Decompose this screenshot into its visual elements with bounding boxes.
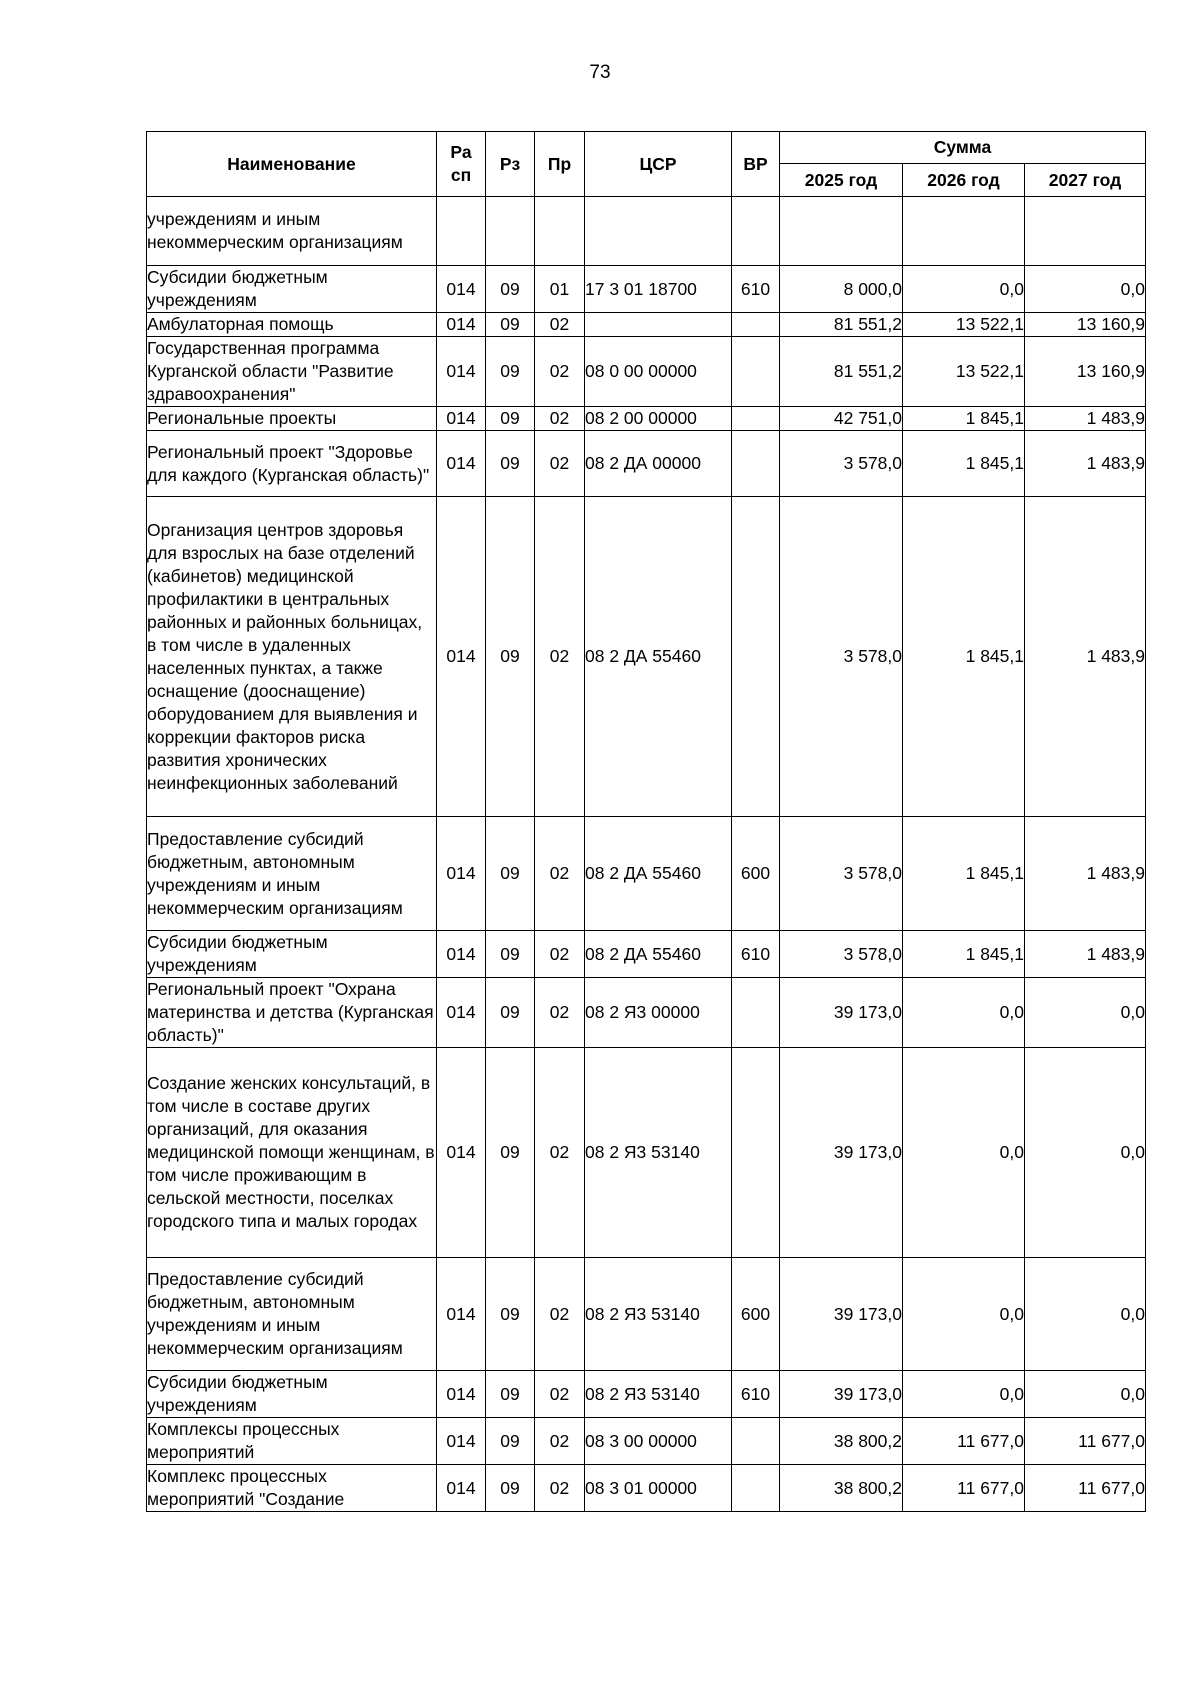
cell-2025: 3 578,0 [780, 817, 903, 931]
cell-2027: 0,0 [1025, 978, 1146, 1048]
header-csr: ЦСР [585, 132, 732, 197]
cell-2025 [780, 197, 903, 266]
cell-2027: 1 483,9 [1025, 431, 1146, 497]
cell-vr [732, 197, 780, 266]
cell-pr: 02 [535, 1418, 585, 1465]
header-2027: 2027 год [1025, 164, 1146, 197]
cell-rasp: 014 [437, 1465, 486, 1512]
cell-rasp: 014 [437, 497, 486, 817]
cell-rz: 09 [486, 1371, 535, 1418]
cell-vr: 610 [732, 266, 780, 313]
cell-2026: 0,0 [903, 1048, 1025, 1258]
cell-name: Субсидии бюджетным учреждениям [147, 266, 437, 313]
cell-vr [732, 431, 780, 497]
cell-pr: 02 [535, 337, 585, 407]
cell-name: Амбулаторная помощь [147, 313, 437, 337]
table-row [147, 1418, 1146, 1465]
table-row [147, 817, 1146, 931]
cell-vr [732, 497, 780, 817]
cell-rz: 09 [486, 1258, 535, 1371]
cell-rz: 09 [486, 1418, 535, 1465]
cell-csr: 08 2 ДА 00000 [585, 431, 732, 497]
cell-2026: 1 845,1 [903, 431, 1025, 497]
cell-2026: 0,0 [903, 978, 1025, 1048]
cell-name: Предоставление субсидий бюджетным, автономным учреждениям и иным некоммерческим организациям [147, 817, 437, 931]
cell-pr: 02 [535, 978, 585, 1048]
cell-rasp: 014 [437, 1258, 486, 1371]
cell-pr: 02 [535, 1465, 585, 1512]
cell-2025: 39 173,0 [780, 1371, 903, 1418]
cell-2027 [1025, 197, 1146, 266]
cell-pr: 02 [535, 931, 585, 978]
cell-2026: 0,0 [903, 1371, 1025, 1418]
cell-pr [535, 197, 585, 266]
cell-2027: 0,0 [1025, 266, 1146, 313]
cell-name: учреждениям и иным некоммерческим организациям [147, 197, 437, 266]
cell-csr: 08 3 00 00000 [585, 1418, 732, 1465]
cell-2026: 1 845,1 [903, 497, 1025, 817]
cell-rz: 09 [486, 1048, 535, 1258]
table-row [147, 197, 1146, 266]
cell-rz: 09 [486, 497, 535, 817]
cell-2025: 3 578,0 [780, 497, 903, 817]
cell-name: Государственная программа Курганской области "Развитие здравоохранения" [147, 337, 437, 407]
cell-pr: 02 [535, 1048, 585, 1258]
cell-2027: 0,0 [1025, 1258, 1146, 1371]
cell-rz: 09 [486, 266, 535, 313]
cell-rasp: 014 [437, 978, 486, 1048]
cell-csr: 17 3 01 18700 [585, 266, 732, 313]
cell-2027: 1 483,9 [1025, 817, 1146, 931]
header-rasp [437, 132, 486, 197]
cell-csr: 08 0 00 00000 [585, 337, 732, 407]
table-row [147, 431, 1146, 497]
cell-rz: 09 [486, 931, 535, 978]
cell-pr: 02 [535, 1258, 585, 1371]
cell-name: Организация центров здоровья для взрослых на базе отделений (кабинетов) медицинской профилактики в центральных районных и районных больницах, в том числе в удаленных населенных пунктах, а также оснащение (дооснащение) оборудованием для выявления и коррекции факторов риска развития хронических неинфекционных заболеваний [147, 497, 437, 817]
cell-vr [732, 978, 780, 1048]
header-rasp-line2: сп [450, 165, 472, 185]
cell-csr: 08 2 Я3 00000 [585, 978, 732, 1048]
cell-csr: 08 2 Я3 53140 [585, 1258, 732, 1371]
header-name: Наименование [147, 132, 437, 197]
cell-rz [486, 197, 535, 266]
cell-vr: 600 [732, 1258, 780, 1371]
cell-2026: 1 845,1 [903, 407, 1025, 431]
cell-name: Предоставление субсидий бюджетным, автономным учреждениям и иным некоммерческим организациям [147, 1258, 437, 1371]
cell-2025: 3 578,0 [780, 431, 903, 497]
cell-2027: 11 677,0 [1025, 1465, 1146, 1512]
cell-pr: 02 [535, 431, 585, 497]
table-header [147, 132, 1146, 197]
cell-vr [732, 1418, 780, 1465]
table-row [147, 497, 1146, 817]
table-row [147, 1048, 1146, 1258]
cell-rasp: 014 [437, 337, 486, 407]
cell-rasp: 014 [437, 313, 486, 337]
cell-vr: 600 [732, 817, 780, 931]
cell-2025: 39 173,0 [780, 1258, 903, 1371]
table-body [147, 197, 1146, 1512]
cell-vr [732, 407, 780, 431]
cell-2026: 13 522,1 [903, 337, 1025, 407]
cell-name: Региональный проект "Здоровье для каждого (Курганская область)" [147, 431, 437, 497]
cell-csr: 08 2 00 00000 [585, 407, 732, 431]
cell-2027: 0,0 [1025, 1048, 1146, 1258]
cell-2027: 13 160,9 [1025, 337, 1146, 407]
cell-2027: 0,0 [1025, 1371, 1146, 1418]
cell-pr: 02 [535, 497, 585, 817]
cell-2025: 3 578,0 [780, 931, 903, 978]
cell-2027: 13 160,9 [1025, 313, 1146, 337]
table-row [147, 337, 1146, 407]
cell-csr: 08 2 ДА 55460 [585, 931, 732, 978]
cell-2026: 13 522,1 [903, 313, 1025, 337]
header-rasp-line1: Ра [450, 142, 472, 162]
cell-rz: 09 [486, 1465, 535, 1512]
cell-2025: 39 173,0 [780, 1048, 903, 1258]
cell-csr [585, 313, 732, 337]
cell-name: Субсидии бюджетным учреждениям [147, 1371, 437, 1418]
cell-vr [732, 1048, 780, 1258]
cell-rasp: 014 [437, 931, 486, 978]
cell-rasp: 014 [437, 431, 486, 497]
cell-2025: 39 173,0 [780, 978, 903, 1048]
cell-name: Комплексы процессных мероприятий [147, 1418, 437, 1465]
cell-2026 [903, 197, 1025, 266]
cell-2027: 1 483,9 [1025, 497, 1146, 817]
table-row [147, 407, 1146, 431]
table-row [147, 1371, 1146, 1418]
cell-rz: 09 [486, 431, 535, 497]
cell-pr: 01 [535, 266, 585, 313]
cell-rasp: 014 [437, 407, 486, 431]
cell-name: Комплекс процессных мероприятий "Создание [147, 1465, 437, 1512]
cell-rz: 09 [486, 407, 535, 431]
cell-2025: 42 751,0 [780, 407, 903, 431]
cell-csr: 08 3 01 00000 [585, 1465, 732, 1512]
header-sum: Сумма [780, 132, 1146, 164]
cell-2025: 8 000,0 [780, 266, 903, 313]
cell-csr: 08 2 Я3 53140 [585, 1371, 732, 1418]
cell-vr: 610 [732, 931, 780, 978]
cell-vr [732, 1465, 780, 1512]
cell-2027: 1 483,9 [1025, 407, 1146, 431]
cell-2025: 38 800,2 [780, 1465, 903, 1512]
cell-vr: 610 [732, 1371, 780, 1418]
table-row [147, 313, 1146, 337]
cell-name: Региональный проект "Охрана материнства и детства (Курганская область)" [147, 978, 437, 1048]
header-rz: Рз [486, 132, 535, 197]
cell-csr: 08 2 ДА 55460 [585, 817, 732, 931]
cell-2027: 1 483,9 [1025, 931, 1146, 978]
cell-name: Создание женских консультаций, в том числе в составе других организаций, для оказания медицинской помощи женщинам, в том числе проживающим в сельской местности, поселках городского типа и малых городах [147, 1048, 437, 1258]
budget-table [146, 131, 1146, 1512]
cell-rasp: 014 [437, 817, 486, 931]
cell-2026: 11 677,0 [903, 1465, 1025, 1512]
cell-name: Субсидии бюджетным учреждениям [147, 931, 437, 978]
cell-rz: 09 [486, 337, 535, 407]
table-row [147, 978, 1146, 1048]
cell-2026: 1 845,1 [903, 931, 1025, 978]
cell-2026: 0,0 [903, 266, 1025, 313]
header-2026: 2026 год [903, 164, 1025, 197]
cell-rasp [437, 197, 486, 266]
cell-2025: 81 551,2 [780, 337, 903, 407]
cell-name: Региональные проекты [147, 407, 437, 431]
cell-vr [732, 337, 780, 407]
cell-pr: 02 [535, 1371, 585, 1418]
cell-rasp: 014 [437, 266, 486, 313]
cell-2026: 1 845,1 [903, 817, 1025, 931]
header-vr: ВР [732, 132, 780, 197]
cell-rz: 09 [486, 817, 535, 931]
page-number: 73 [589, 62, 611, 83]
cell-2027: 11 677,0 [1025, 1418, 1146, 1465]
cell-rz: 09 [486, 313, 535, 337]
cell-vr [732, 313, 780, 337]
table-row [147, 1258, 1146, 1371]
table-row [147, 931, 1146, 978]
cell-pr: 02 [535, 407, 585, 431]
cell-csr: 08 2 Я3 53140 [585, 1048, 732, 1258]
table-row [147, 266, 1146, 313]
cell-2026: 0,0 [903, 1258, 1025, 1371]
cell-2025: 38 800,2 [780, 1418, 903, 1465]
cell-rasp: 014 [437, 1048, 486, 1258]
cell-pr: 02 [535, 817, 585, 931]
cell-2025: 81 551,2 [780, 313, 903, 337]
cell-pr: 02 [535, 313, 585, 337]
cell-rasp: 014 [437, 1371, 486, 1418]
header-2025: 2025 год [780, 164, 903, 197]
cell-rz: 09 [486, 978, 535, 1048]
cell-2026: 11 677,0 [903, 1418, 1025, 1465]
cell-rasp: 014 [437, 1418, 486, 1465]
cell-csr [585, 197, 732, 266]
table-row [147, 1465, 1146, 1512]
header-pr: Пр [535, 132, 585, 197]
cell-csr: 08 2 ДА 55460 [585, 497, 732, 817]
